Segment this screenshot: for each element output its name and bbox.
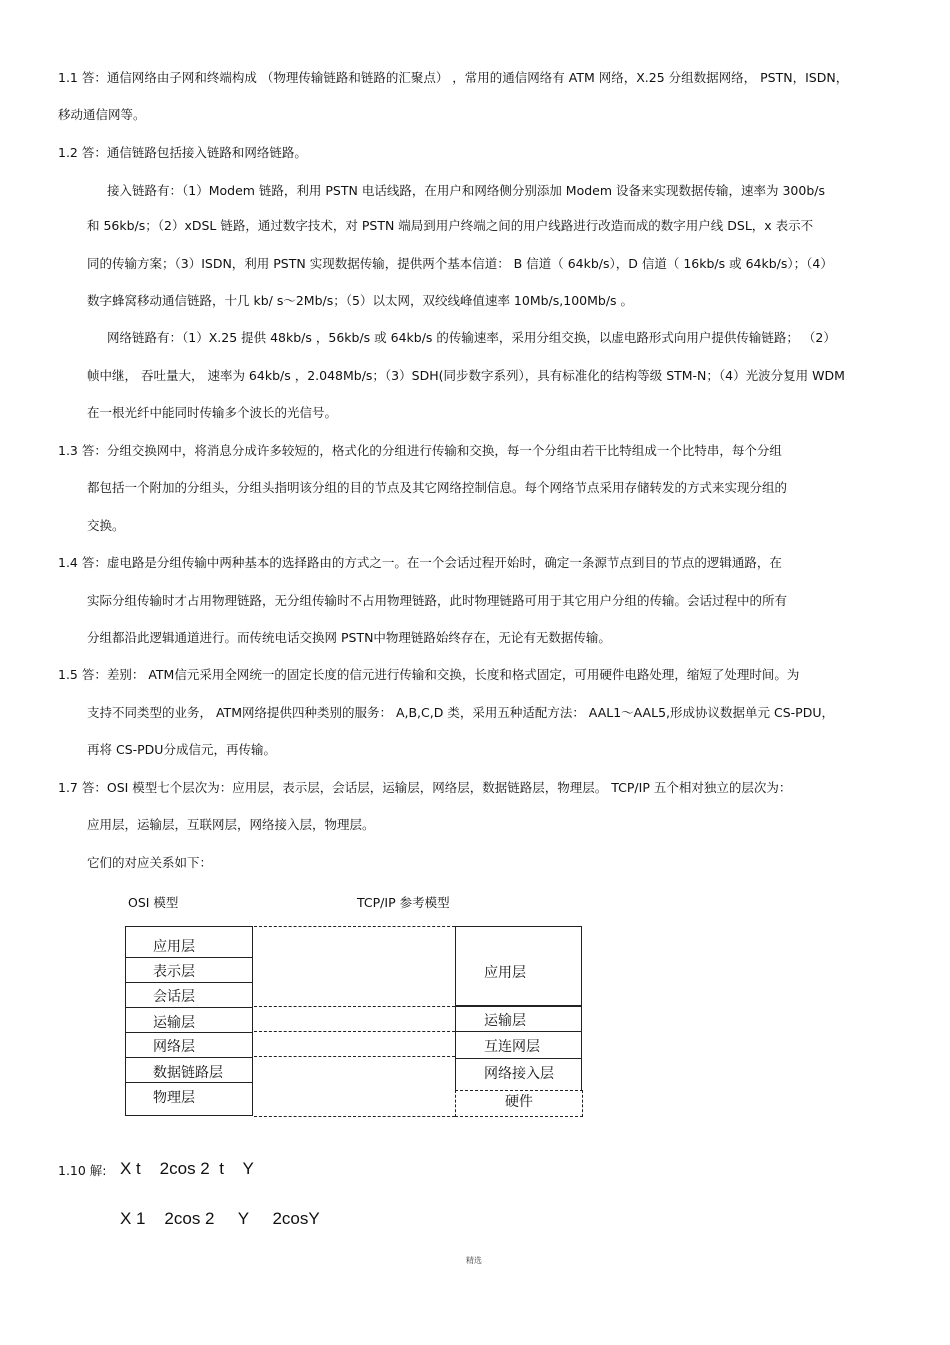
answer-1-2-line-6: 网络链路有：（1）X.25 提供 48kb/s ，56kb/s 或 64kb/s 的传输速率，采用分组交换，以虚电路形式向用户提供传输链路； （2） — [107, 330, 836, 345]
tcpip-model-title: TCP/IP 参考模型 — [357, 895, 450, 910]
formula-line-1: X t 2cos 2 t Y — [120, 1159, 254, 1178]
answer-1-3-line-1: 1.3 答：分组交换网中，将消息分成许多较短的，格式化的分组进行传输和交换，每一个分组由若干比特组成一个比特串，每个分组 — [58, 443, 782, 458]
answer-1-2-line-3: 和 56kb/s；（2）xDSL 链路，通过数字技术，对 PSTN 端局到用户终端之间的用户线路进行改造而成的数字用户线 DSL，x 表示不 — [87, 218, 814, 233]
answer-1-4-line-1: 1.4 答：虚电路是分组传输中两种基本的选择路由的方式之一。在一个会话过程开始时，确定一条源节点到目的节点的逻辑通路，在 — [58, 555, 782, 570]
answer-1-7-line-1: 1.7 答：OSI 模型七个层次为：应用层，表示层，会话层，运输层，网络层，数据链路层，物理层。 TCP/IP 五个相对独立的层次为： — [58, 780, 792, 795]
answer-1-5-line-1: 1.5 答：差别： ATM信元采用全网统一的固定长度的信元进行传输和交换，长度和格式固定，可用硬件电路处理，缩短了处理时间。为 — [58, 667, 800, 682]
answer-1-3-line-2: 都包括一个附加的分组头，分组头指明该分组的目的节点及其它网络控制信息。每个网络节点采用存储转发的方式来实现分组的 — [87, 480, 788, 495]
answer-1-5-line-3: 再将 CS-PDU分成信元，再传输。 — [87, 742, 276, 757]
mapping-line-network — [254, 1056, 455, 1057]
tcpip-layer-internet: 互连网层 — [456, 1032, 581, 1059]
osi-layer-data-link: 数据链路层 — [126, 1058, 252, 1083]
tcpip-layer-hardware: 硬件 — [455, 1090, 583, 1117]
answer-1-2-line-4: 同的传输方案；（3）ISDN，利用 PSTN 实现数据传输，提供两个基本信道： B 信道（ 64kb/s），D 信道（ 16kb/s 或 64kb/s）；（4） — [87, 256, 833, 271]
answer-1-2-line-8: 在一根光纤中能同时传输多个波长的光信号。 — [87, 405, 338, 420]
answer-1-2-line-7: 帧中继， 吞吐量大， 速率为 64kb/s ，2.048Mb/s；（3）SDH(同步数字系列），具有标准化的结构等级 STM-N；（4）光波分复用 WDM — [87, 368, 845, 383]
answer-1-10-label: 1.10 解: — [58, 1163, 107, 1178]
answer-1-7-line-3: 它们的对应关系如下： — [87, 855, 213, 870]
osi-layer-network: 网络层 — [126, 1033, 252, 1058]
osi-layer-session: 会话层 — [126, 983, 252, 1008]
answer-1-2-line-5: 数字蜂窝移动通信链路，十几 kb/ s～2Mb/s；（5）以太网，双绞线峰值速率 10Mb/s,100Mb/s 。 — [87, 293, 634, 308]
mapping-line-transport — [254, 1031, 455, 1032]
osi-layer-application: 应用层 — [126, 927, 252, 958]
osi-layer-physical: 物理层 — [153, 1090, 195, 1106]
answer-1-4-line-2: 实际分组传输时才占用物理链路，无分组传输时不占用物理链路，此时物理链路可用于其它用户分组的传输。会话过程中的所有 — [87, 593, 788, 608]
answer-1-5-line-2: 支持不同类型的业务， ATM网络提供四种类别的服务： A,B,C,D 类，采用五种适配方法： AAL1～AAL5,形成协议数据单元 CS-PDU， — [87, 705, 834, 720]
osi-stack — [125, 926, 253, 1116]
answer-1-1-line-1: 1.1 答：通信网络由子网和终端构成 （物理传输链路和链路的汇聚点） ，常用的通信网络有 ATM 网络，X.25 分组数据网络， PSTN，ISDN， — [58, 70, 849, 85]
answer-1-2-line-1: 1.2 答：通信链路包括接入链路和网络链路。 — [58, 145, 307, 160]
answer-1-1-line-2: 移动通信网等。 — [58, 107, 146, 122]
tcpip-stack — [455, 926, 582, 1090]
tcpip-layer-transport: 运输层 — [456, 1007, 581, 1032]
tcpip-layer-application: 应用层 — [456, 927, 581, 1007]
answer-1-4-line-3: 分组都沿此逻辑通道进行。而传统电话交换网 PSTN中物理链路始终存在，无论有无数据传输。 — [87, 630, 611, 645]
mapping-line-bottom — [254, 1116, 455, 1117]
osi-layer-transport: 运输层 — [126, 1008, 252, 1033]
mapping-line-application — [254, 1006, 455, 1007]
osi-model-title: OSI 模型 — [128, 895, 179, 910]
answer-1-3-line-3: 交换。 — [87, 518, 125, 533]
answer-1-2-line-2: 接入链路有：（1）Modem 链路，利用 PSTN 电话线路，在用户和网络侧分别添加 Modem 设备来实现数据传输，速率为 300b/s — [107, 183, 825, 198]
answer-1-7-line-2: 应用层，运输层，互联网层，网络接入层，物理层。 — [87, 817, 375, 832]
formula-line-2: X 1 2cos 2 Y 2cosY — [120, 1209, 320, 1228]
tcpip-layer-network-access: 网络接入层 — [484, 1066, 554, 1082]
osi-layer-presentation: 表示层 — [126, 958, 252, 983]
mapping-line-top — [254, 926, 455, 927]
page-footer: 精选 — [466, 1256, 482, 1265]
